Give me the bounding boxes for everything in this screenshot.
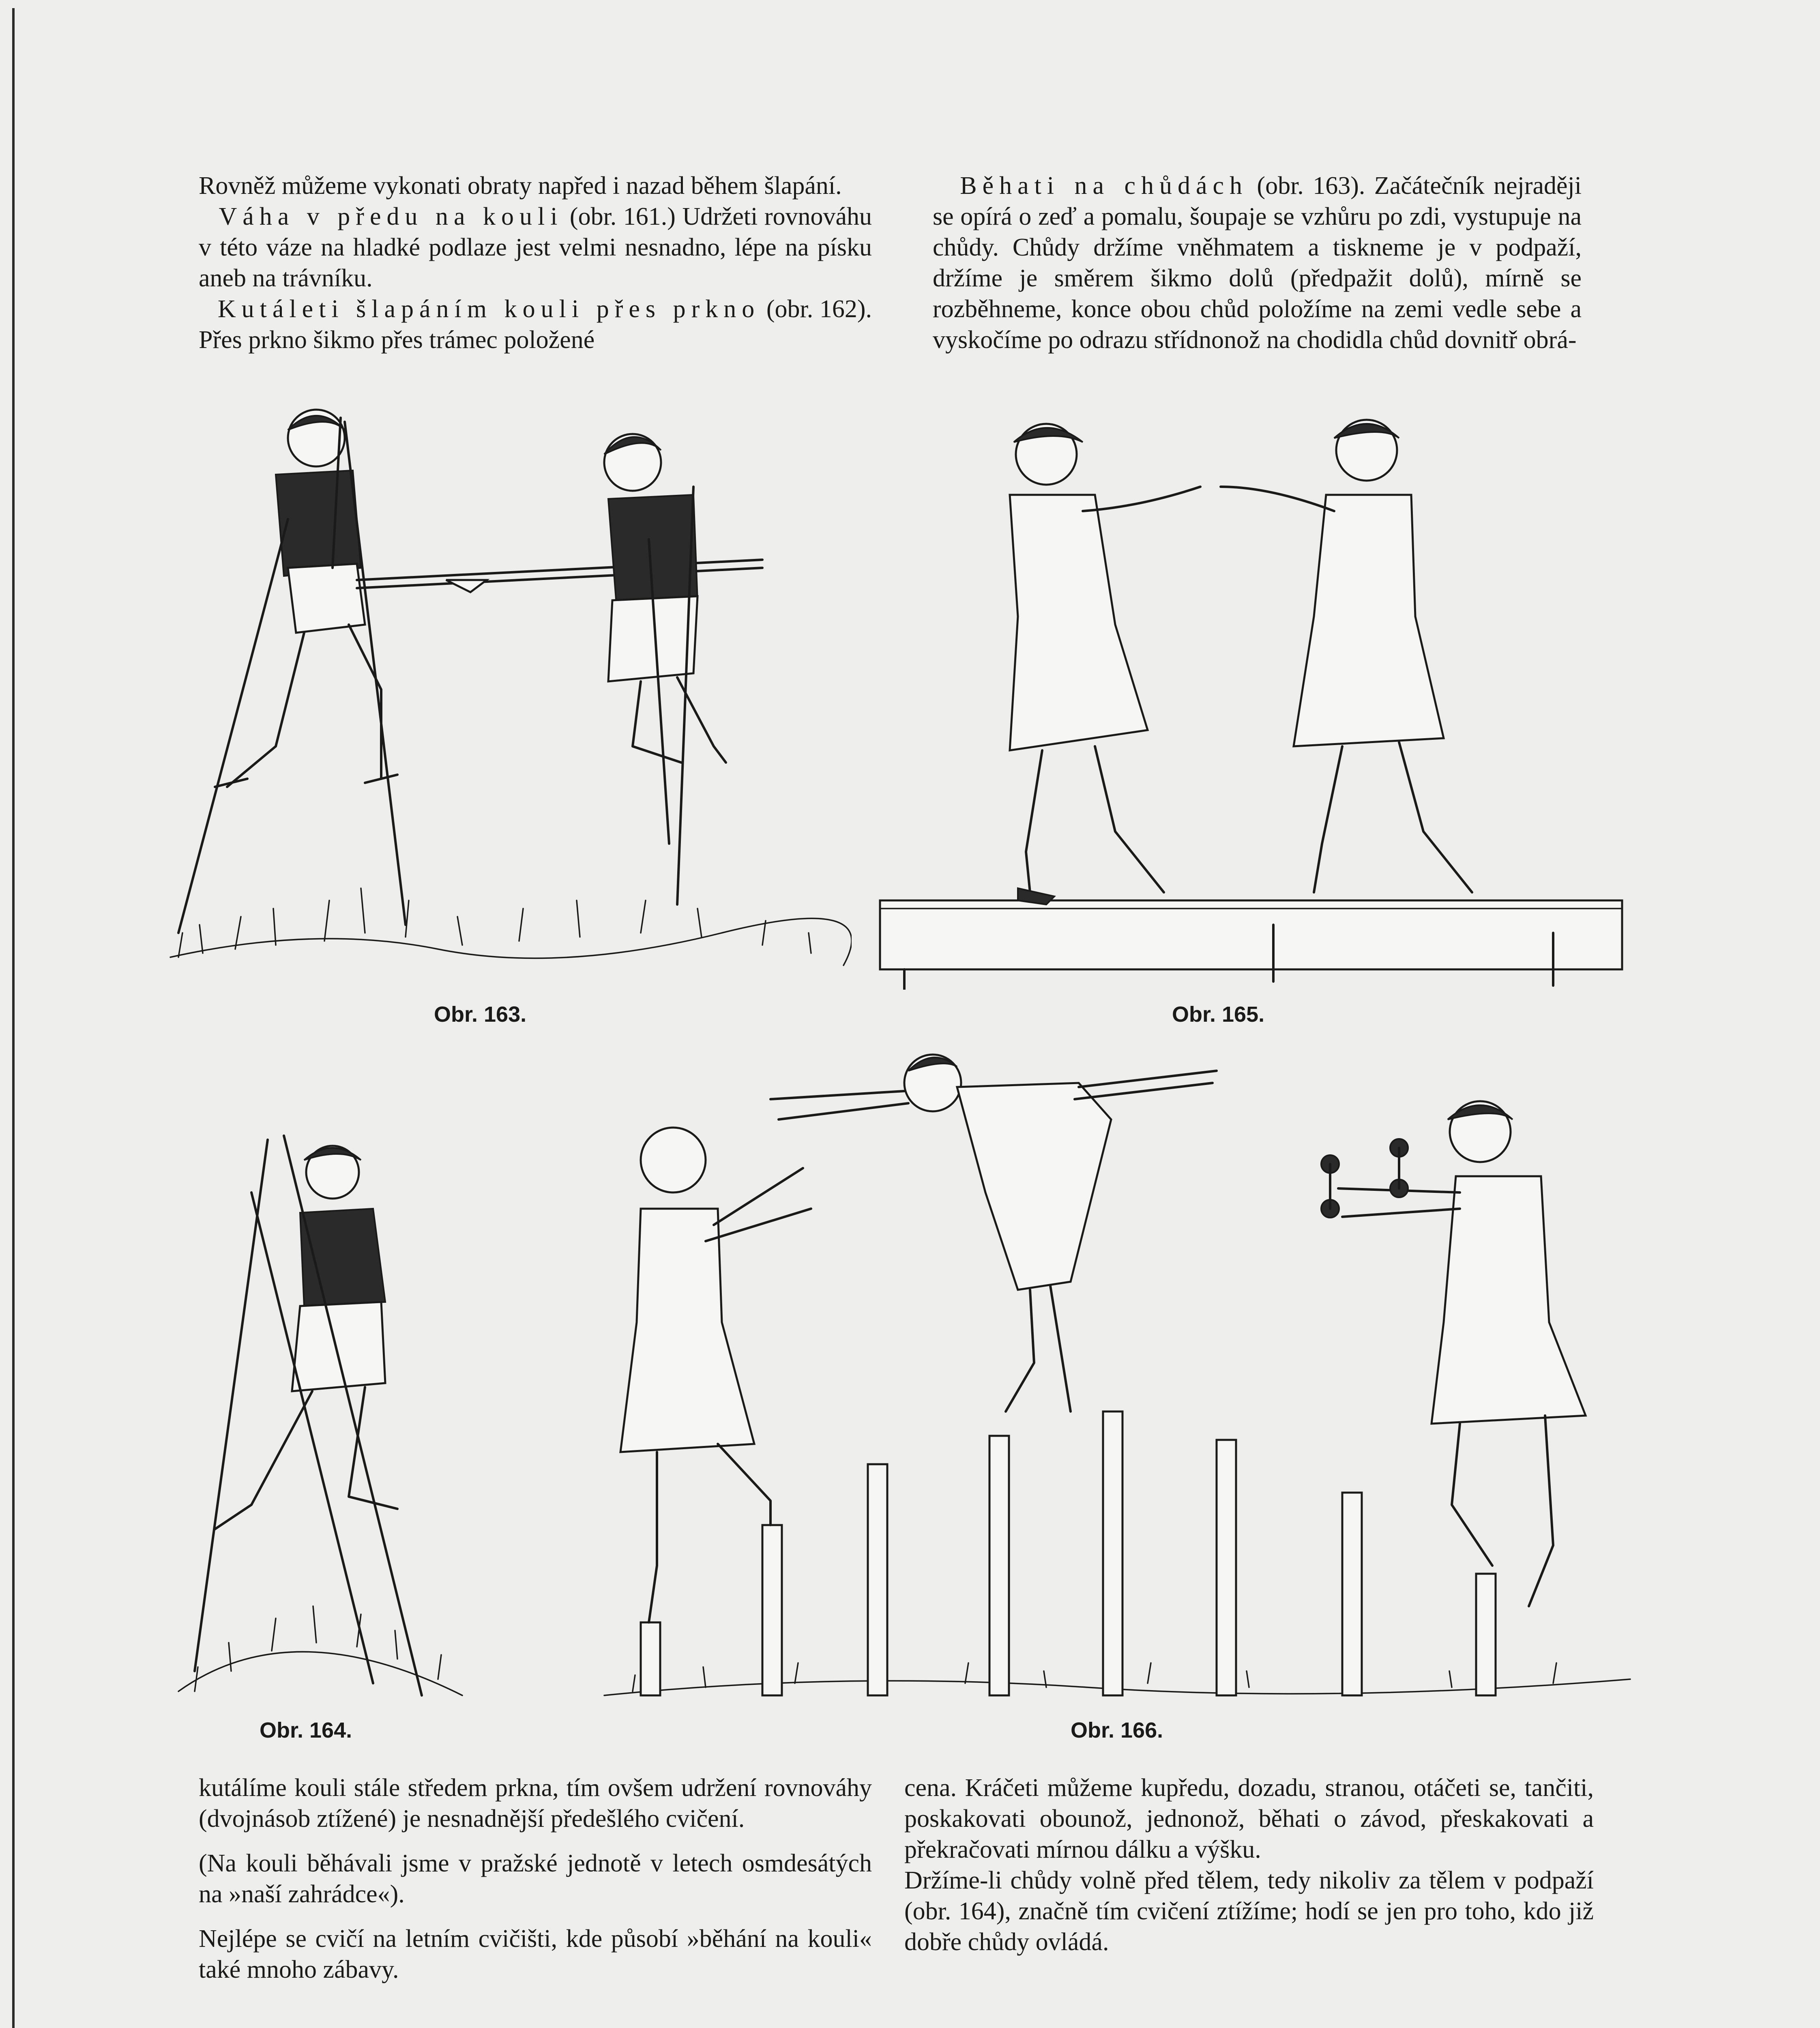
text-column-bottom-right [904,1772,1594,1957]
figure-166-illustration [600,1038,1638,1708]
figure-165-illustration [856,406,1638,990]
figure-165-caption: Obr. 165. [1172,1002,1265,1027]
paragraph: cena. Kráčeti můžeme kupředu, dozadu, stranou, otáčeti se, tančiti, poskakovati obounož, jednonož, běhati o závod, přeskakovati a překračovati mírnou dálku a výšku. [904,1774,1594,1863]
paragraph: Běhati na chůdách (obr. 163). Začátečník nejraději se opírá o zeď a pomalu, šoupaje se vzhůru po zdi, vystupuje na chůdy. Chůdy držíme vněhmatem a tiskneme je v podpaží, držíme je směrem šikmo dolů (předpažit dolů), mírně se rozběhneme, konce obou chůd položíme na zemi vedle sebe a vyskočíme po odrazu střídnonož na chodidla chůd dovnitř obrá- [933,172,1582,354]
figure-163-caption: Obr. 163. [434,1002,527,1027]
section-heading: Běhati na chůdách [960,172,1248,200]
figure-164-illustration [170,1132,503,1708]
paragraph: Nejlépe se cvičí na letním cvičišti, kde působí »běhání na kouli« také mnoho zábavy. [199,1925,872,1983]
paragraph: Váha v předu na kouli (obr. 161.) Udržeti rovnováhu v této váze na hladké podlaze jest velmi nesnadno, lépe na písku aneb na trávníku. [199,203,872,292]
paragraph: Rovněž můžeme vykonati obraty napřed i nazad během šlapání. [199,172,842,200]
paragraph: kutálíme kouli stále středem prkna, tím ovšem udržení rovnováhy (dvojnásob ztížené) je nesnadnější předešlého cvičení. [199,1774,872,1833]
figure-166-caption: Obr. 166. [1071,1718,1163,1742]
paragraph: Kutáleti šlapáním kouli přes prkno (obr. 162). Přes prkno šikmo přes trámec položené [199,295,872,354]
paragraph: (Na kouli běhávali jsme v pražské jednotě v letech osmdesátých na »naší zahrádce«). [199,1850,872,1908]
figure-163-illustration [154,397,852,990]
text-column-top-right [933,170,1582,355]
paragraph: Držíme-li chůdy volně před tělem, tedy nikoliv za tělem v podpaží (obr. 164), značně tím cvičení ztížíme; hodí se jen pro toho, kdo již dobře chůdy ovládá. [904,1867,1594,1956]
text-column-top-left [199,170,872,355]
figure-164-caption: Obr. 164. [260,1718,352,1742]
text-column-bottom-left [199,1772,872,1985]
section-heading: Váha v předu na kouli [219,203,563,230]
section-heading: Kutáleti šlapáním kouli přes prkno [217,295,760,323]
